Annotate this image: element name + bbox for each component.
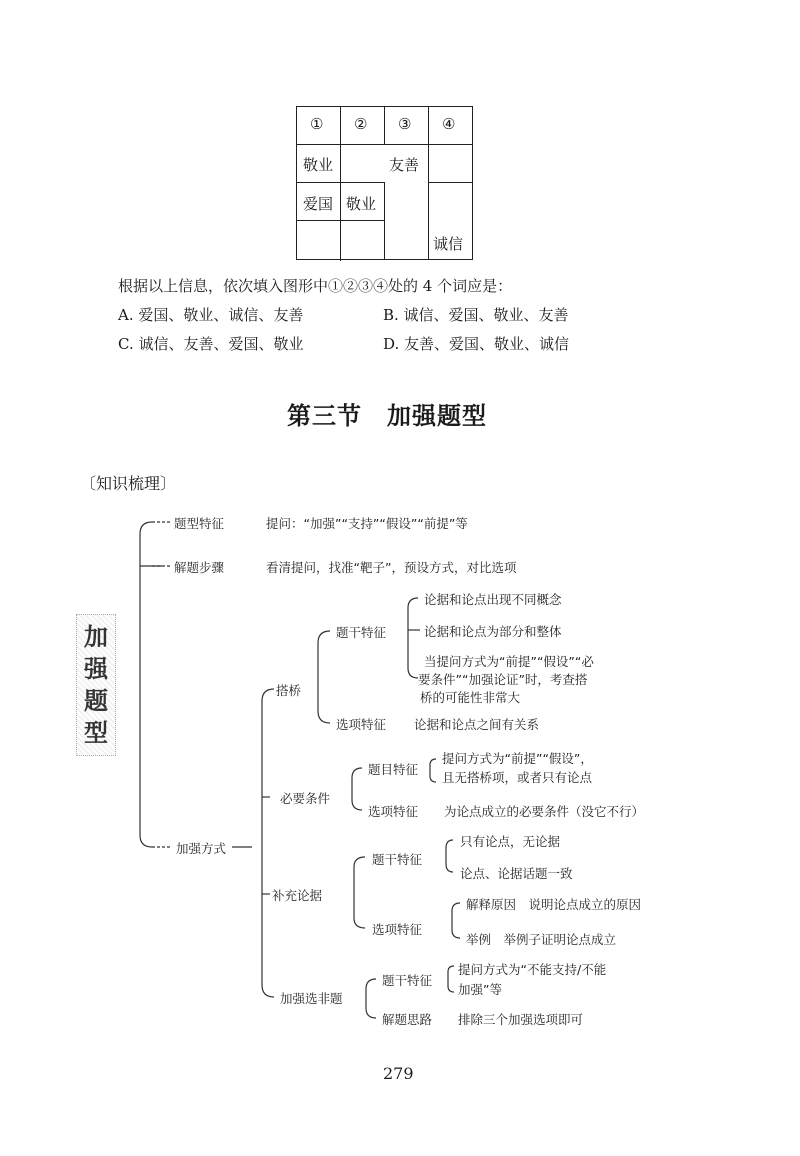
node-supplement-option: 选项特征 <box>372 922 423 937</box>
node-nonselect-idea: 解题思路 <box>382 1012 433 1027</box>
grid-cell: 友善 <box>389 156 420 174</box>
node-nonselect: 加强选非题 <box>280 991 343 1006</box>
grid-cell: 敬业 <box>303 156 334 174</box>
mindmap-root <box>76 614 116 756</box>
grid-cell: 诚信 <box>433 235 464 253</box>
node-supplement: 补充论据 <box>272 888 323 903</box>
node-solve-steps: 解题步骤 <box>174 560 225 575</box>
node-strengthen-methods: 加强方式 <box>176 841 227 856</box>
node-question-features: 题型特征 <box>174 516 225 531</box>
supplement-stem-item: 只有论点，无论据 <box>460 834 561 849</box>
necessary-q-desc: 提问方式为“前提”“假设”， <box>442 751 593 766</box>
nonselect-stem-desc: 提问方式为“不能支持/不能 <box>458 962 607 977</box>
nonselect-stem-desc: 加强”等 <box>458 982 502 997</box>
supplement-stem-item: 论点、论据话题一致 <box>460 866 573 881</box>
bridge-stem-bracket <box>408 598 418 678</box>
grid-header-1: ① <box>310 115 324 133</box>
node-necessary-option: 选项特征 <box>368 804 419 819</box>
bridge-stem-item: 要条件”“加强论证”时，考查搭 <box>418 672 588 687</box>
option-a: A. 爱国、敬业、诚信、友善 <box>118 306 304 324</box>
bridge-bracket <box>318 631 330 723</box>
root-char: 强 <box>84 654 108 683</box>
nonselect-bracket <box>366 979 376 1018</box>
page-number: 279 <box>383 1064 414 1083</box>
grid-cell: 敬业 <box>346 195 377 213</box>
root-bracket <box>140 522 152 847</box>
supplement-stem-bracket <box>446 840 453 872</box>
node-necessary-q: 题目特征 <box>368 762 419 777</box>
node-bridge: 搭桥 <box>276 683 302 698</box>
bridge-stem-item: 论据和论点为部分和整体 <box>424 624 562 639</box>
node-question-features-desc: 提问：“加强”“支持”“假设”“前提”等 <box>266 516 468 531</box>
grid-header-4: ④ <box>442 115 456 133</box>
supplement-bracket <box>354 857 365 928</box>
node-solve-steps-desc: 看清提问，找准“靶子”，预设方式，对比选项 <box>266 560 517 575</box>
root-char: 型 <box>84 718 108 747</box>
knowledge-label: 〔知识梳理〕 <box>80 474 177 493</box>
necessary-q-bracket <box>430 759 436 782</box>
method-bracket <box>262 689 274 997</box>
grid-header-3: ③ <box>398 115 412 133</box>
nonselect-idea-desc: 排除三个加强选项即可 <box>458 1012 584 1027</box>
necessary-option-desc: 为论点成立的必要条件（没它不行） <box>444 804 645 819</box>
necessary-q-desc: 且无搭桥项，或者只有论点 <box>442 770 593 785</box>
option-b: B. 诚信、爱国、敬业、友善 <box>383 306 569 324</box>
option-c: C. 诚信、友善、爱国、敬业 <box>118 335 304 353</box>
node-nonselect-stem: 题干特征 <box>382 973 433 988</box>
bridge-stem-item: 当提问方式为“前提”“假设”“必 <box>424 654 594 669</box>
node-supplement-stem: 题干特征 <box>372 852 423 867</box>
nonselect-stem-bracket <box>448 966 454 992</box>
node-necessary: 必要条件 <box>280 791 331 806</box>
question-text: 根据以上信息，依次填入图形中①②③④处的 4 个词应是： <box>118 277 513 295</box>
grid-cell: 爱国 <box>303 195 334 213</box>
root-char: 加 <box>84 622 108 651</box>
bridge-stem-item: 论据和论点出现不同概念 <box>424 592 562 607</box>
node-bridge-option: 选项特征 <box>336 717 387 732</box>
supplement-option-item: 解释原因 说明论点成立的原因 <box>466 897 642 912</box>
node-bridge-stem: 题干特征 <box>336 625 387 640</box>
bridge-option-desc: 论据和论点之间有关系 <box>414 717 540 732</box>
bridge-stem-item: 桥的可能性非常大 <box>420 690 521 705</box>
section-title: 第三节 加强题型 <box>287 402 487 430</box>
option-d: D. 友善、爱国、敬业、诚信 <box>383 335 570 353</box>
grid-header-2: ② <box>354 115 368 133</box>
necessary-bracket <box>352 768 362 810</box>
root-char: 题 <box>84 686 108 715</box>
supplement-option-item: 举例 举例子证明论点成立 <box>466 932 617 947</box>
supplement-option-bracket <box>452 903 460 938</box>
